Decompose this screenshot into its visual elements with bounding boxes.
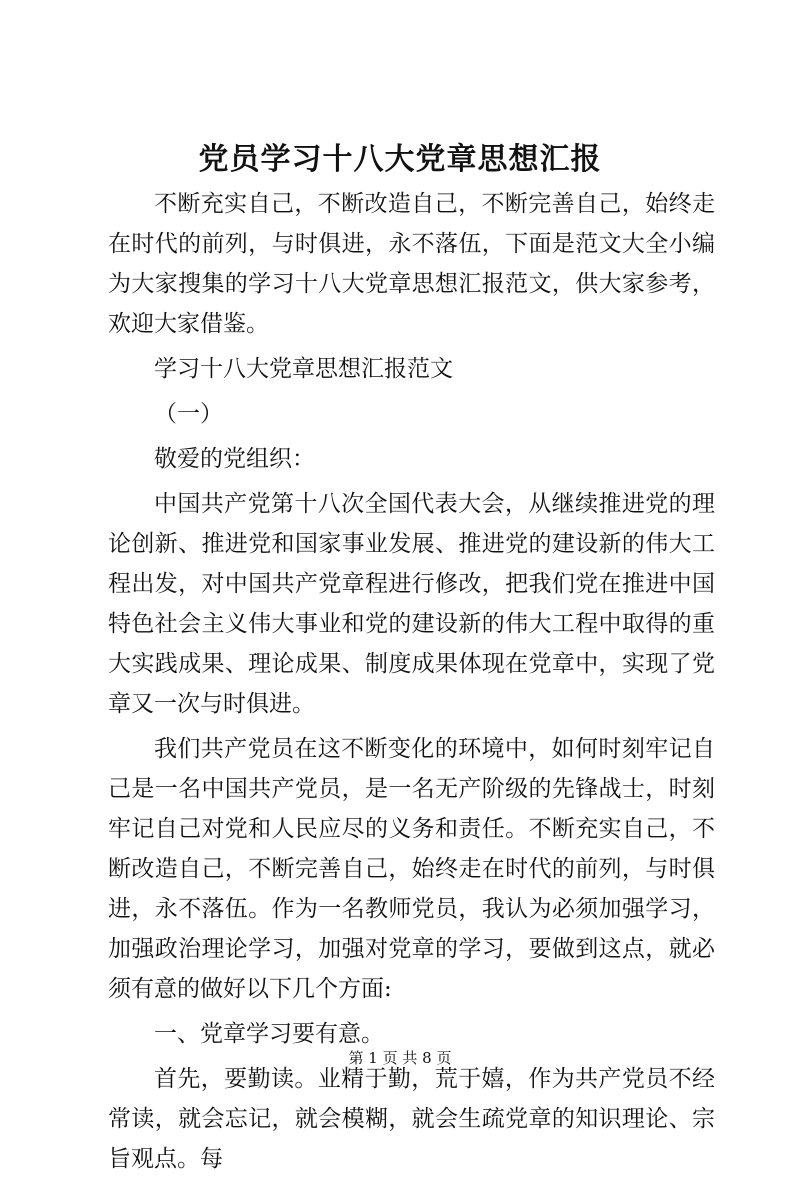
paragraph-congress: 中国共产党第十八次全国代表大会，从继续推进党的理论创新、推进党和国家事业发展、推进党的建设新的伟大工程出发，对中国共产党章程进行修改，把我们党在推进中国特色社会主义伟大事业和党的建设新的伟大工程中取得的重大实践成果、理论成果、制度成果体现在党章中，实现了党章又一次与时俱进。: [108, 491, 715, 717]
paragraph-heading-one: 一、党章学习要有意。: [154, 1021, 384, 1047]
paragraph-subtitle: 学习十八大党章思想汇报范文: [154, 356, 453, 382]
paragraph-salutation: 敬爱的党组织：: [154, 446, 315, 472]
paragraph-intro: 不断充实自己，不断改造自己，不断完善自己，始终走在时代的前列，与时俱进，永不落伍，下面是范文大全小编为大家搜集的学习十八大党章思想汇报范文，供大家参考，欢迎大家借鉴。: [108, 191, 715, 337]
document-title: 党员学习十八大党章思想汇报: [198, 142, 602, 177]
paragraph-members: 我们共产党员在这不断变化的环境中，如何时刻牢记自己是一名中国共产党员，是一名无产阶级的先锋战士，时刻牢记自己对党和人民应尽的义务和责任。不断充实自己，不断改造自己，不断完善自己，始终走在时代的前列，与时俱进，永不落伍。作为一名教师党员，我认为必须加强学习，加强政治理论学习，加强对党章的学习，要做到这点，就必须有意的做好以下几个方面:: [108, 736, 715, 1002]
paragraph-first: 首先，要勤读。业精于勤，荒于嬉，作为共产党员不经常读，就会忘记，就会模糊，就会生疏党章的知识理论、宗旨观点。每: [108, 1066, 715, 1172]
paragraph-section-number: （一）: [154, 401, 223, 427]
page-number-footer: 第 1 页 共 8 页: [348, 1049, 452, 1067]
document-body: [108, 184, 715, 1179]
